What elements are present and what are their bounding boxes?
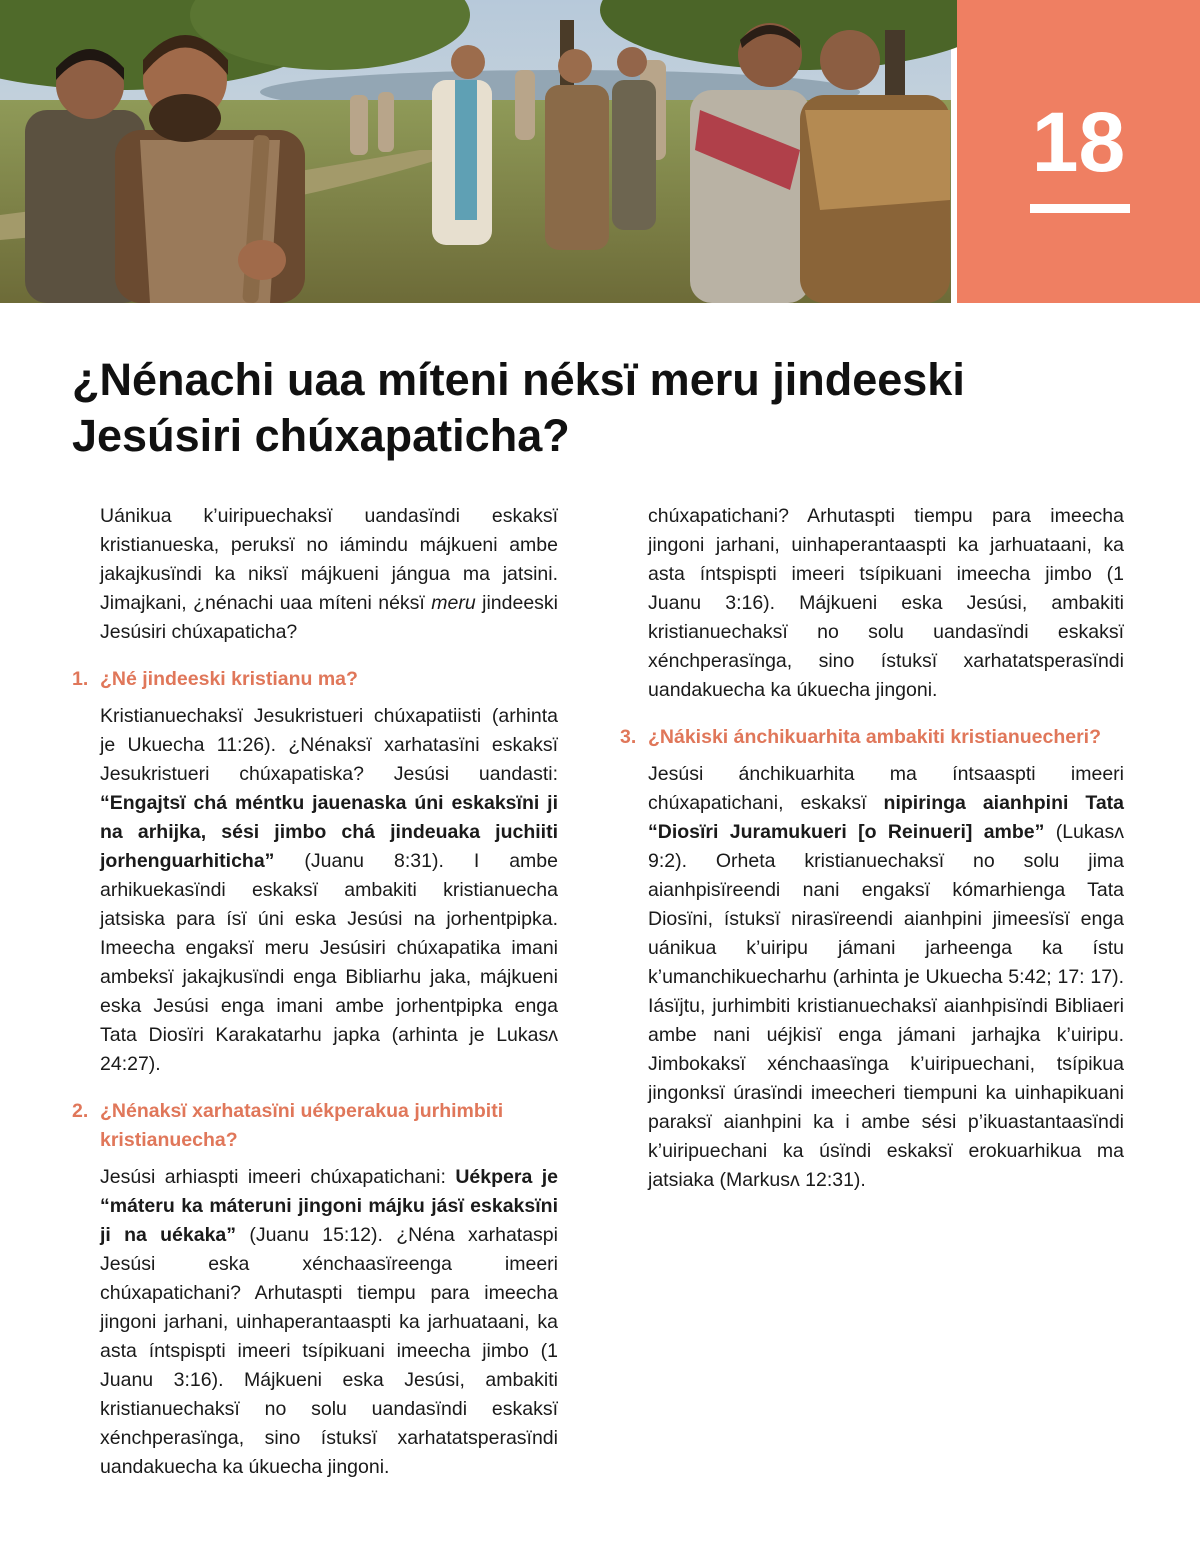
- q3-bold-quote: nipiringa aianhpini Tata “Diosïri Juramukueri [o Reinueri] ambe”: [648, 792, 1125, 843]
- right-column: [620, 502, 1124, 1195]
- q3-text-1: Jesúsi ánchikuarhita ma íntsaaspti imeeri chúxapatichani, eskaksï: [648, 763, 1124, 814]
- lesson-number-box: [957, 0, 1200, 303]
- q1-text-1: Kristianuechaksï Jesukristueri chúxapatiisti (arhinta je Ukuecha 11:26). ¿Nénaksï xarhatasïni eskaksï Jesukristueri chúxapatiska? Jesúsi uandasti:: [100, 705, 558, 785]
- q1-text-2: (Juanu 8:31). I ambe arhikuekasïndi eskaksï ambakiti kristianuecha jatsiska para ísï úni eska Jesúsi na jorhentpipka. Imeecha engaksï meru Jesúsiri chúxapatika imani ambeksï jakajkusïndi enga Bibliarhu jaka, májkueni eska Jesúsi enga imani ambe jorhentpipka enga Tata Diosïri Karakatarhu japka (arhinta je Lukasʌ 24:27).: [100, 850, 558, 1075]
- q3-text-2: (Lukasʌ 9:2). Orheta kristianuechaksï no solu jima aianhpisïreendi nani engaksï kómarhienga Tata Diosïni, ístuksï nirasïreendi aianhpini jimeesïsï enga uánikua k’uiripu jámani jarheenga ka ístu k’umanchikuecharhu (arhinta je Ukuecha 5:42; 17: 17). Iásïjtu, jurhimbiti kristianuechaksï aianhpisïndi Bibliaeri ambe nani uéjkisï enga jámani jarhajka k’uiripu. Jimbokaksï xénchaasïnga k’uiripuechani, tsípikua jingonksï úrasïndi imeecheri tiempuni ka uinhapikuani paraksï aianhpini ka i ambe sési p’ikuastantaasïndi k’uiripuechani ka úsïndi eskaksï erokuarhikua ma jatsiaka (Markusʌ 12:31).: [648, 821, 1124, 1191]
- question-2-paragraph: [72, 1163, 558, 1478]
- q2-text-1: Jesúsi arhiaspti imeeri chúxapatichani:: [100, 1166, 456, 1188]
- intro-paragraph: [72, 502, 558, 647]
- intro-text-1: Uánikua k’uiripuechaksï uandasïndi eskaksï kristianueska, peruksï no iámindu májkueni ambe jakajkusïndi ka niksï májkueni jángua ma jatsini. Jimajkani, ¿nénachi uaa míteni néksï: [100, 505, 558, 614]
- question-2-heading: [72, 1097, 558, 1155]
- page-title-line-2: Jesúsiri chúxapaticha?: [72, 410, 570, 461]
- question-3-title: ¿Nákiski ánchikuarhita ambakiti kristianuecheri?: [648, 726, 1102, 748]
- question-3-paragraph: [620, 760, 1124, 1195]
- hero-illustration: [0, 0, 951, 303]
- q2-bold-quote: Uékpera je “máteru ka máteruni jingoni májku jásï eskaksïni ji na uékaka”: [100, 1166, 558, 1246]
- question-1-title: ¿Né jindeeski kristianu ma?: [100, 668, 358, 690]
- question-1-paragraph: [72, 702, 558, 1079]
- lesson-number: 18: [1031, 95, 1126, 189]
- question-3-heading: [620, 723, 1124, 752]
- left-column: [72, 502, 559, 1478]
- q1-bold-quote: “Engajtsï chá méntku jauenaska úni eskaksïni ji na arhijka, sési jimbo chá jindeuaka juchiiti jorhenguarhiticha”: [100, 792, 558, 872]
- lesson-number-underline: [1030, 204, 1130, 213]
- question-2-title: ¿Nénaksï xarhatasïni uékperakua jurhimbiti kristianuecha?: [100, 1100, 504, 1151]
- question-3-paragraph-prev: chúxapatichani? Arhutaspti tiempu para imeecha jingoni jarhani, uinhaperantaaspti ka jarhuataani, ka asta íntspispti imeeri tsípikuani imeecha jimbo (1 Juanu 3:16). Májkueni eska Jesúsi, ambakiti kristianuechaksï no solu uandasïndi eskaksï xénchperasïnga, sino ístuksï xarhatatsperasïndi uandakuecha ka úkuecha jingoni.: [648, 505, 1124, 701]
- q2-text-2: (Juanu 15:12). ¿Néna xarhataspi Jesúsi eska xénchaasïreenga imeeri chúxapatichani? Arhutaspti tiempu para imeecha jingoni jarhani, uinhaperantaaspti ka jarhuataani, ka asta íntspispti imeeri tsípikuani imeecha jimbo (1 Juanu 3:16). Májkueni eska Jesúsi, ambakiti kristianuechaksï no solu uandasïndi eskaksï xénchperasïnga, sino ístuksï xarhatatsperasïndi uandakuecha ka úkuecha jingoni.: [100, 1224, 558, 1478]
- disciples-walking-image: [0, 0, 951, 303]
- question-1-number: 1.: [72, 668, 89, 690]
- question-3-number: 3.: [620, 726, 637, 748]
- page-title: [72, 352, 1152, 464]
- question-2-number: 2.: [72, 1100, 89, 1122]
- intro-emphasis: meru: [431, 592, 476, 614]
- page-title-line-1: ¿Nénachi uaa míteni néksï meru jindeeski: [72, 354, 965, 405]
- intro-text-2: jindeeski Jesúsiri chúxapaticha?: [100, 592, 559, 643]
- question-1-heading: [72, 665, 558, 694]
